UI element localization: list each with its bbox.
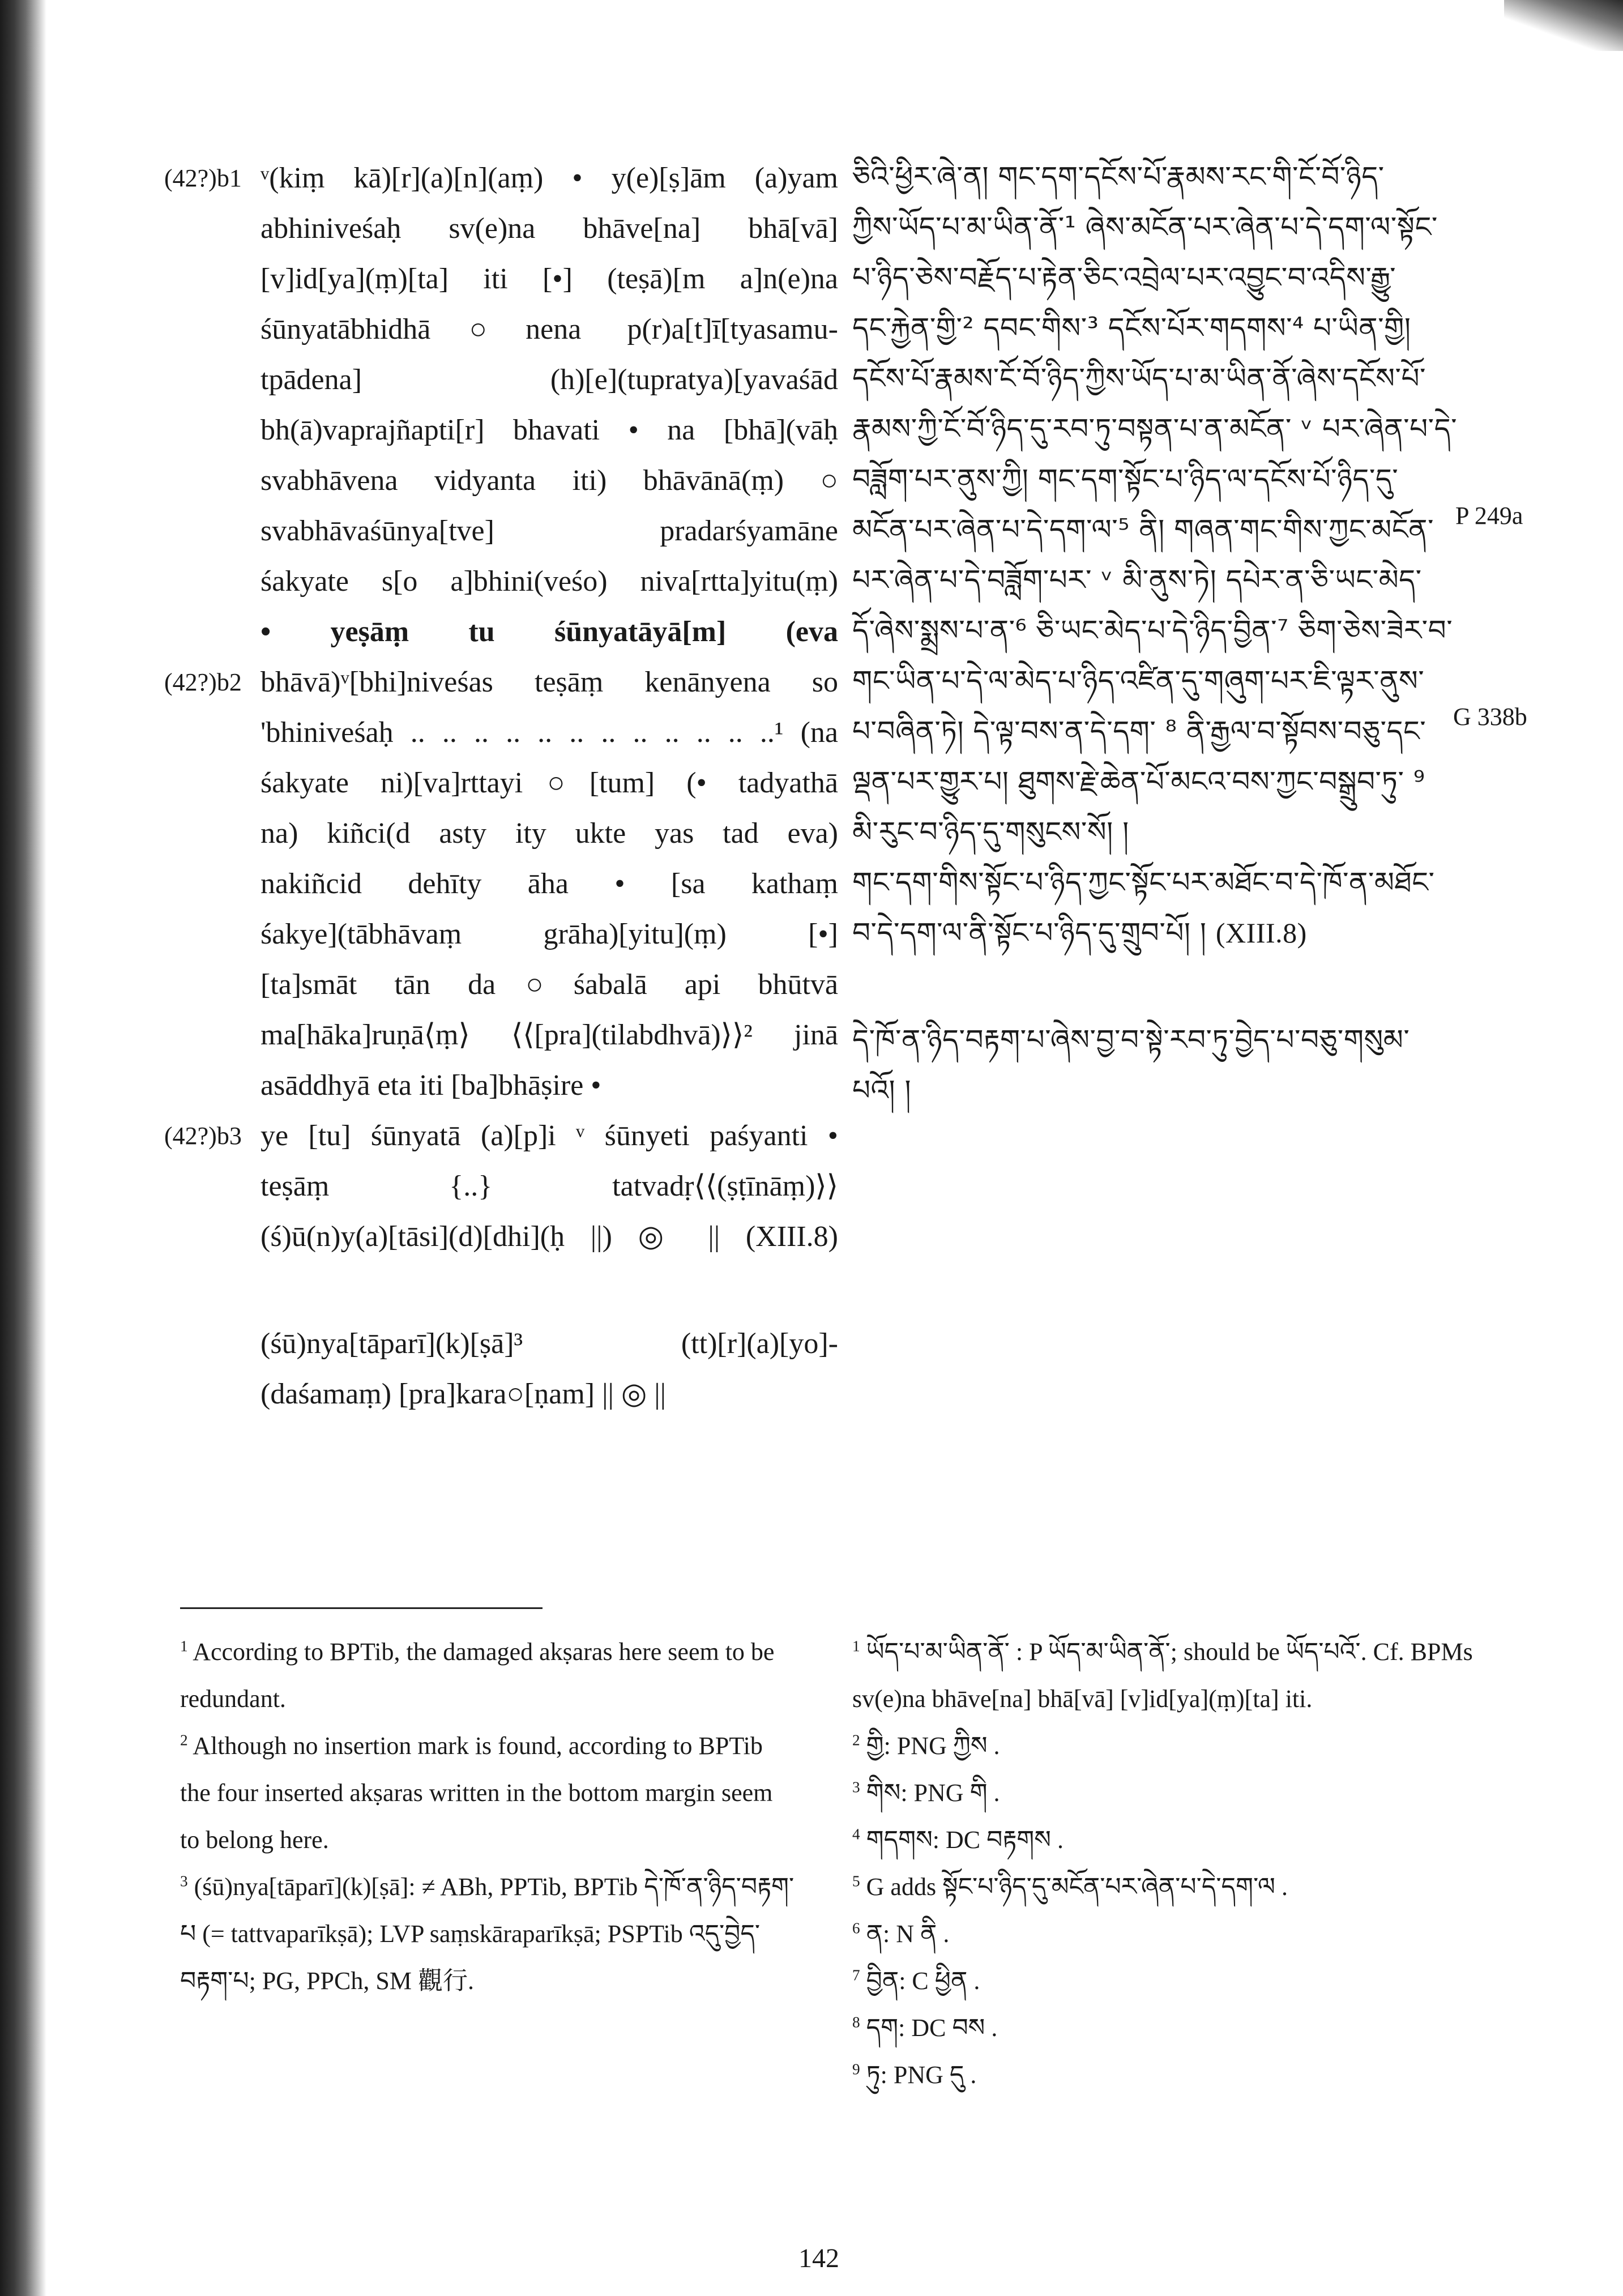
tibetan-line: བ་དེ་དག་ལ་ནི་སྟོང་པ་ཉིད་དུ་གྲུབ་པོ། ། [852, 916, 1207, 949]
sanskrit-line: ye [tu] śūnyatā (a)[p]i ᵛ śūnyeti paśyanti • [260, 1120, 838, 1152]
spacer [164, 1262, 838, 1318]
footnote-number: 1 [180, 1637, 188, 1655]
tibetan-line: ལྡན་པར་གྱུར་པ། ཐུགས་རྗེ་ཆེན་པོ་མངའ་བས་ཀྱང་བསྒྲུབ་ཏུ་ ⁹ [852, 765, 1425, 798]
footnote-text: གདགས: DC བརྟགས . [866, 1826, 1064, 1854]
sanskrit-line: bh(ā)vaprajñapti[r] bhavati • na [bhā](vāḥ [260, 414, 838, 446]
sanskrit-line: [ta]smāt tān da○śabalā api bhūtvā [260, 968, 838, 1001]
footnote-number: 8 [852, 2013, 860, 2031]
footnote [852, 1863, 1475, 1910]
footnote-text: གིས: PNG གི . [866, 1779, 1000, 1807]
footnote [180, 1628, 795, 1722]
tibetan-column [852, 152, 1481, 1116]
sanskrit-line: svabhāvena vidyanta iti) bhāvānā(ṃ) ○ [260, 464, 838, 497]
footnote-number: 5 [852, 1872, 860, 1890]
footnote-text: གྱི: PNG ཀྱིས . [866, 1732, 1000, 1760]
tibetan-line: བཟློག་པར་ནུས་ཀྱི། གང་དག་སྟོང་པ་ཉིད་ལ་དངོས་པོ་ཉིད་དུ་ [852, 463, 1399, 496]
tibetan-line: ཀྱིས་ཡོད་པ་མ་ཡིན་ནོ་¹ ཞེས་མངོན་པར་ཞེན་པ་དེ་དག་ལ་སྟོང་ [852, 211, 1438, 244]
tibetan-line: དང་རྐྱེན་གྱི་² དབང་གིས་³ དངོས་པོར་གདགས་⁴ པ་ཡིན་གྱི། [852, 311, 1411, 344]
sanskrit-line: bhāvā)ᵛ[bhi]niveśas teṣāṃ kenānyena so [260, 666, 838, 698]
tibetan-line: རྣམས་ཀྱི་ངོ་བོ་ཉིད་དུ་རབ་ཏུ་བསྟན་པ་ན་མངོན་ ᵛ པར་ཞེན་པ་དེ་ [852, 412, 1458, 445]
footnote [852, 1816, 1475, 1863]
tibetan-line: མི་རུང་བ་ཉིད་དུ་གསུངས་སོ། ། [852, 816, 1129, 848]
tibetan-colophon-line: པའོ། ། [852, 1074, 912, 1107]
scan-shadow-right [1504, 0, 1623, 51]
footnote [852, 1769, 1475, 1816]
tibetan-line: པ་ཉིད་ཅེས་བརྗོད་པ་རྟེན་ཅིང་འབྲེལ་པར་འབྱུང་བ་འདིས་རྒྱུ་ [852, 261, 1396, 294]
sanskrit-line: asāddhyā eta iti [ba]bhāṣire • [260, 1069, 601, 1102]
footnote-number: 6 [852, 1919, 860, 1937]
sanskrit-line: svabhāvaśūnya[tve] pradarśyamāne [260, 515, 838, 547]
tibetan-line: གང་ཡིན་པ་དེ་ལ་མེད་པ་ཉིད་འཛིན་དུ་གཞུག་པར་ཇི་ལྟར་ནུས་ [852, 664, 1425, 697]
footnote-text: དག: DC བས . [866, 2014, 998, 2042]
footnote-number: 3 [852, 1778, 860, 1796]
verse-number: (XIII.8) [1215, 917, 1307, 949]
tibetan-line: གང་དག་གིས་སྟོང་པ་ཉིད་ཀྱང་སྟོང་པར་མཐོང་བ་དེ་ཁོ་ན་མཐོང་ [852, 866, 1435, 899]
footnote [852, 1722, 1475, 1769]
tibetan-line: མངོན་པར་ཞེན་པ་དེ་དག་ལ་⁵ ནི། གཞན་གང་གིས་ཀྱང་མངོན་ [852, 513, 1434, 546]
sanskrit-verse-block [164, 1111, 838, 1262]
folio-ref-b2: (42?)b2 [164, 668, 242, 696]
tibetan-verse-end [852, 908, 1481, 958]
footnote-number: 7 [852, 1966, 860, 1984]
footnote [852, 2004, 1475, 2051]
sanskrit-line: ᵛ(kiṃ kā)[r](a)[n](aṃ) • y(e)[ṣ]ām (a)yam [260, 162, 838, 194]
sanskrit-line: (ś)ū(n)y(a)[tāsi](d)[dhi](ḥ ||) ◎ || (XIII.8) [260, 1220, 838, 1253]
sanskrit-column [164, 153, 838, 1419]
footnote-number: 2 [852, 1731, 860, 1749]
margin-ref-g: G 338b [1453, 703, 1527, 731]
sanskrit-text-block [164, 153, 838, 1111]
sanskrit-line: teṣāṃ {..} tatvadṛ⟨⟨(ṣṭīnāṃ)⟩⟩ [260, 1170, 838, 1202]
tibetan-line: པ་བཞིན་ཏེ། དེ་ལྟ་བས་ན་དེ་དག་ ⁸ ནི་རྒྱལ་བ་སྟོབས་བཅུ་དང་ [852, 715, 1426, 748]
footnotes-sanskrit [180, 1628, 795, 2004]
sanskrit-line: tpādena] (h)[e](tupratya)[yavaśād [260, 364, 838, 396]
sanskrit-line: na) kiñci(d asty ity ukte yas tad eva) [260, 817, 838, 850]
footnote-text: According to BPTib, the damaged akṣaras here seem to be redundant. [180, 1638, 775, 1713]
footnotes-tibetan [852, 1628, 1475, 2098]
footnote-text: ཏུ: PNG དུ . [866, 2061, 977, 2089]
sanskrit-colophon [164, 1318, 838, 1419]
footnote-number: 4 [852, 1825, 860, 1843]
footnote-text: བྱིན: C ཕྱིན . [866, 1967, 980, 1995]
sanskrit-line: ma[hāka]ruṇā⟨ṃ⟩ ⟨⟨[pra](tilabdhvā)⟩⟩² jinā [260, 1019, 838, 1051]
folio-ref-b3: (42?)b3 [164, 1122, 242, 1150]
footnote [180, 1722, 795, 1863]
footnote [852, 1910, 1475, 1957]
tibetan-line: ཅིའི་ཕྱིར་ཞེ་ན། གང་དག་དངོས་པོ་རྣམས་རང་གི་ངོ་བོ་ཉིད་ [852, 160, 1385, 193]
tibetan-line: པར་ཞེན་པ་དེ་བཟློག་པར་ ᵛ མི་ནུས་ཏེ། དཔེར་ན་ཅི་ཡང་མེད་ [852, 564, 1422, 596]
margin-ref-p: P 249a [1455, 502, 1523, 530]
footnote-text: G adds སྟོང་པ་ཉིད་དུ་མངོན་པར་ཞེན་པ་དེ་དག་ལ . [866, 1873, 1288, 1901]
sanskrit-line: śūnyatābhidhā○nena p(r)a[t]ī[tyasamu- [260, 313, 838, 345]
sanskrit-line: śakyate ni)[va]rttayi○[tum] (• tadyathā [260, 767, 838, 799]
page-number: 142 [798, 2243, 839, 2273]
sanskrit-line: śakyate s[o a]bhini(veśo) niva[rtta]yitu(ṃ) [260, 565, 838, 598]
footnote-text: ཡོད་པ་མ་ཡིན་ནོ་ : P ཡོད་མ་ཡིན་ནོ་; should be ཡོད་པའོ་. Cf. BPMs sv(e)na bhāve[na] bhā[vā] [v]id[ya](ṃ)[ta] iti. [852, 1638, 1473, 1713]
footnote-number: 3 [180, 1872, 188, 1890]
tibetan-colophon-line: དེ་ཁོ་ན་ཉིད་བརྟག་པ་ཞེས་བྱ་བ་སྟེ་རབ་ཏུ་བྱེད་པ་བཅུ་གསུམ་ [852, 1023, 1410, 1056]
spacer [852, 958, 1481, 1015]
footnote [180, 1863, 795, 2004]
tibetan-line: དོ་ཞེས་སྨྲས་པ་ན་⁶ ཅི་ཡང་མེད་པ་དེ་ཉིད་བྱིན་⁷ ཅིག་ཅེས་ཟེར་བ་ [852, 614, 1453, 647]
sanskrit-line: śakye](tābhāvaṃ grāha)[yitu](ṃ) [•] [260, 918, 838, 950]
footnote-number: 1 [852, 1637, 860, 1655]
footnote-text: ན: N ནི . [866, 1920, 950, 1948]
sanskrit-line: [v]id[ya](ṃ)[ta] iti [•] (teṣā)[m a]n(e)na [260, 263, 838, 295]
sanskrit-line: • yeṣāṃ tu śūnyatāyā[m] (eva [260, 616, 838, 648]
scan-shadow-left [0, 0, 46, 2296]
footnote [852, 1628, 1475, 1722]
folio-ref-b1: (42?)b1 [164, 164, 242, 192]
colophon-line: (daśamaṃ) [pra]kara○[ṇam] || ◎ || [260, 1378, 667, 1410]
footnote [852, 1957, 1475, 2004]
sanskrit-line: abhiniveśaḥ sv(e)na bhāve[na] bhā[vā] [260, 212, 838, 245]
footnote-divider [180, 1607, 543, 1609]
tibetan-line: དངོས་པོ་རྣམས་ངོ་བོ་ཉིད་ཀྱིས་ཡོད་པ་མ་ཡིན་ནོ་ཞེས་དངོས་པོ་ [852, 362, 1426, 395]
footnote-text: (śū)nya[tāparī](k)[ṣā]: ≠ ABh, PPTib, BPTib དེ་ཁོ་ན་ཉིད་བརྟག་པ (= tattvaparīkṣā); LVP saṃskāraparīkṣā; PSPTib འདུ་བྱེད་བརྟག་པ; PG, PPCh, SM 觀行. [180, 1873, 795, 1995]
footnote-number: 2 [180, 1731, 188, 1749]
colophon-line: (śū)nya[tāparī](k)[ṣā]³ (tt)[r](a)[yo]- [260, 1328, 838, 1360]
footnote-text: Although no insertion mark is found, according to BPTib the four inserted akṣaras written in the bottom margin seem to belong here. [180, 1732, 773, 1854]
sanskrit-line: nakiñcid dehīty āha • [sa kathaṃ [260, 868, 838, 900]
footnote [852, 2051, 1475, 2098]
footnote-number: 9 [852, 2060, 860, 2078]
sanskrit-line: 'bhiniveśaḥ .. .. .. .. .. .. .. .. .. .. .. ..¹ (na [260, 716, 838, 749]
